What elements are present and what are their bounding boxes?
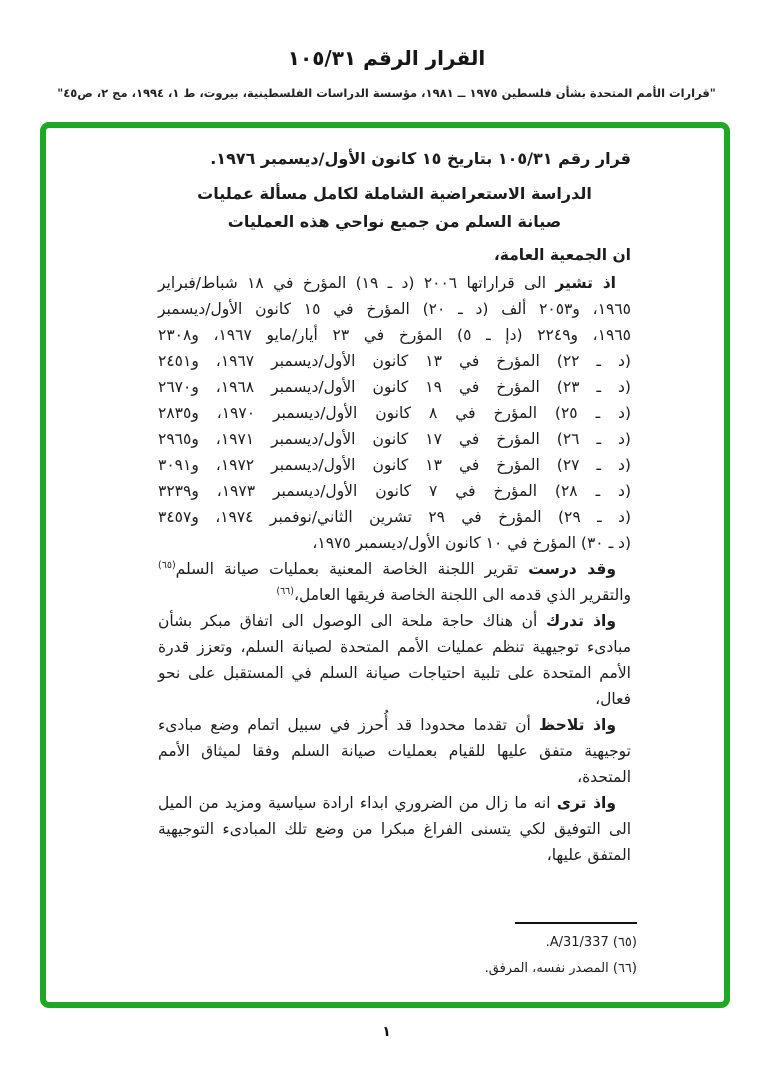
paragraph-text: أن هناك حاجة ملحة الى الوصول الى اتفاق مبكر بشأن مبادىء توجيهية تنظم عمليات الأمم المتحدة لصيانة السلم، وتعزز قدرة الأمم المتحدة على تلبية احتياجات صيانة السلم في المستقبل على نحو فعال، [158, 612, 631, 708]
recall-line-text: الى قراراتها ٢٠٠٦ (د ـ ١٩) المؤرخ في ١٨ شباط/فبراير [158, 274, 556, 292]
paragraph-text: انه ما زال من الضروري ابداء ارادة سياسية ومزيد من الميل الى التوفيق لكي يتسنى الفراغ مبكرا من وضع تلك المبادىء التوجيهية المتفق عليها، [158, 794, 631, 864]
resolution-text-block [158, 146, 631, 868]
recall-paragraph [158, 270, 631, 556]
recall-line: (د ـ ٣٠) المؤرخ في ١٠ كانون الأول/ديسمبر ١٩٧٥، [312, 534, 631, 552]
paragraph-lead: وقد درست [528, 560, 616, 578]
footnote-text: A/31/337. [545, 935, 609, 950]
recall-line: (د ـ ٢٧) المؤرخ في ١٣ كانون الأول/ديسمبر ١٩٧٢، و٣٠٩١ [158, 456, 631, 474]
recall-line: ١٩٦٥، و٢٠٥٣ ألف (د ـ ٢٠) المؤرخ في ١٥ كانون الأول/ديسمبر [158, 300, 631, 318]
recall-line: (د ـ ٢٥) المؤرخ في ٨ كانون الأول/ديسمبر ١٩٧٠، و٢٨٣٥ [158, 404, 631, 422]
footnote-item [307, 930, 637, 956]
footnote-ref-66: (٦٦) [276, 586, 295, 597]
paragraph-aware [158, 608, 631, 712]
assembly-opening-line: ان الجمعية العامة، [493, 246, 631, 264]
paragraph-believing [158, 790, 631, 868]
footnote-ref-65: (٦٥) [158, 560, 176, 571]
paragraph-lead: واذ تلاحظ [539, 716, 616, 734]
page-number: ١ [382, 1024, 391, 1040]
recall-line: (د ـ ٢٩) المؤرخ في ٢٩ تشرين الثاني/نوفمبر ١٩٧٤، و٣٤٥٧ [158, 508, 631, 526]
footnotes-block [307, 922, 637, 982]
paragraph-text: والتقرير الذي قدمه الى اللجنة الخاصة فريقها العامل، [294, 586, 631, 604]
paragraph-lead: واذ ترى [556, 794, 616, 812]
paragraph-text: تقرير اللجنة الخاصة المعنية بعمليات صيانة السلم [175, 560, 529, 578]
resolution-title-line2: صيانة السلم من جميع نواحي هذه العمليات [227, 212, 562, 231]
recall-line: (د ـ ٢٦) المؤرخ في ١٧ كانون الأول/ديسمبر ١٩٧١، و٢٩٦٥ [158, 430, 631, 448]
resolution-number-line: قرار رقم ١٠٥/٣١ بتاريخ ١٥ كانون الأول/ديسمبر ١٩٧٦. [210, 149, 631, 168]
paragraph-lead: واذ تدرك [546, 612, 617, 630]
paragraph-text: أن تقدما محدودا قد أُحرز في سبيل اتمام وضع مبادىء توجيهية متفق عليها للقيام بعمليات صيانة السلم وفقا لميثاق الأمم المتحدة، [158, 716, 631, 786]
page-title: القرار الرقم ١٠٥/٣١ [287, 46, 486, 70]
paragraph-lead: اذ تشير [555, 274, 616, 292]
recall-line: (د ـ ٢٨) المؤرخ في ٧ كانون الأول/ديسمبر ١٩٧٣، و٣٢٣٩ [158, 482, 631, 500]
recall-line: (د ـ ٢٣) المؤرخ في ١٩ كانون الأول/ديسمبر ١٩٦٨، و٢٦٧٠ [158, 378, 631, 396]
recall-line: (د ـ ٢٢) المؤرخ في ١٣ كانون الأول/ديسمبر ١٩٦٧، و٢٤٥١ [158, 352, 631, 370]
footnote-item [307, 956, 637, 982]
recall-line: ١٩٦٥، و٢٢٤٩ (دإ ـ ٥) المؤرخ في ٢٣ أيار/مايو ١٩٦٧، و٢٣٠٨ [158, 326, 632, 344]
source-citation-line: "قرارات الأمم المتحدة بشأن فلسطين ١٩٧٥ ــ ١٩٨١، مؤسسة الدراسات الفلسطينية، بيروت، ط ١، ١٩٩٤، مج ٢، ص٤٥" [57, 86, 716, 100]
recall-line [158, 270, 631, 296]
footnote-marker: (٦٥) [612, 935, 637, 950]
paragraph-considered [158, 556, 631, 608]
paragraph-noting [158, 712, 631, 790]
green-highlight-frame [40, 122, 730, 1008]
footnote-divider [515, 922, 637, 924]
resolution-title-line1: الدراسة الاستعراضية الشاملة لكامل مسألة عمليات [197, 184, 592, 203]
footnote-marker: (٦٦) [612, 961, 637, 976]
resolution-title [158, 180, 631, 236]
footnote-text: المصدر نفسه، المرفق. [484, 961, 609, 976]
